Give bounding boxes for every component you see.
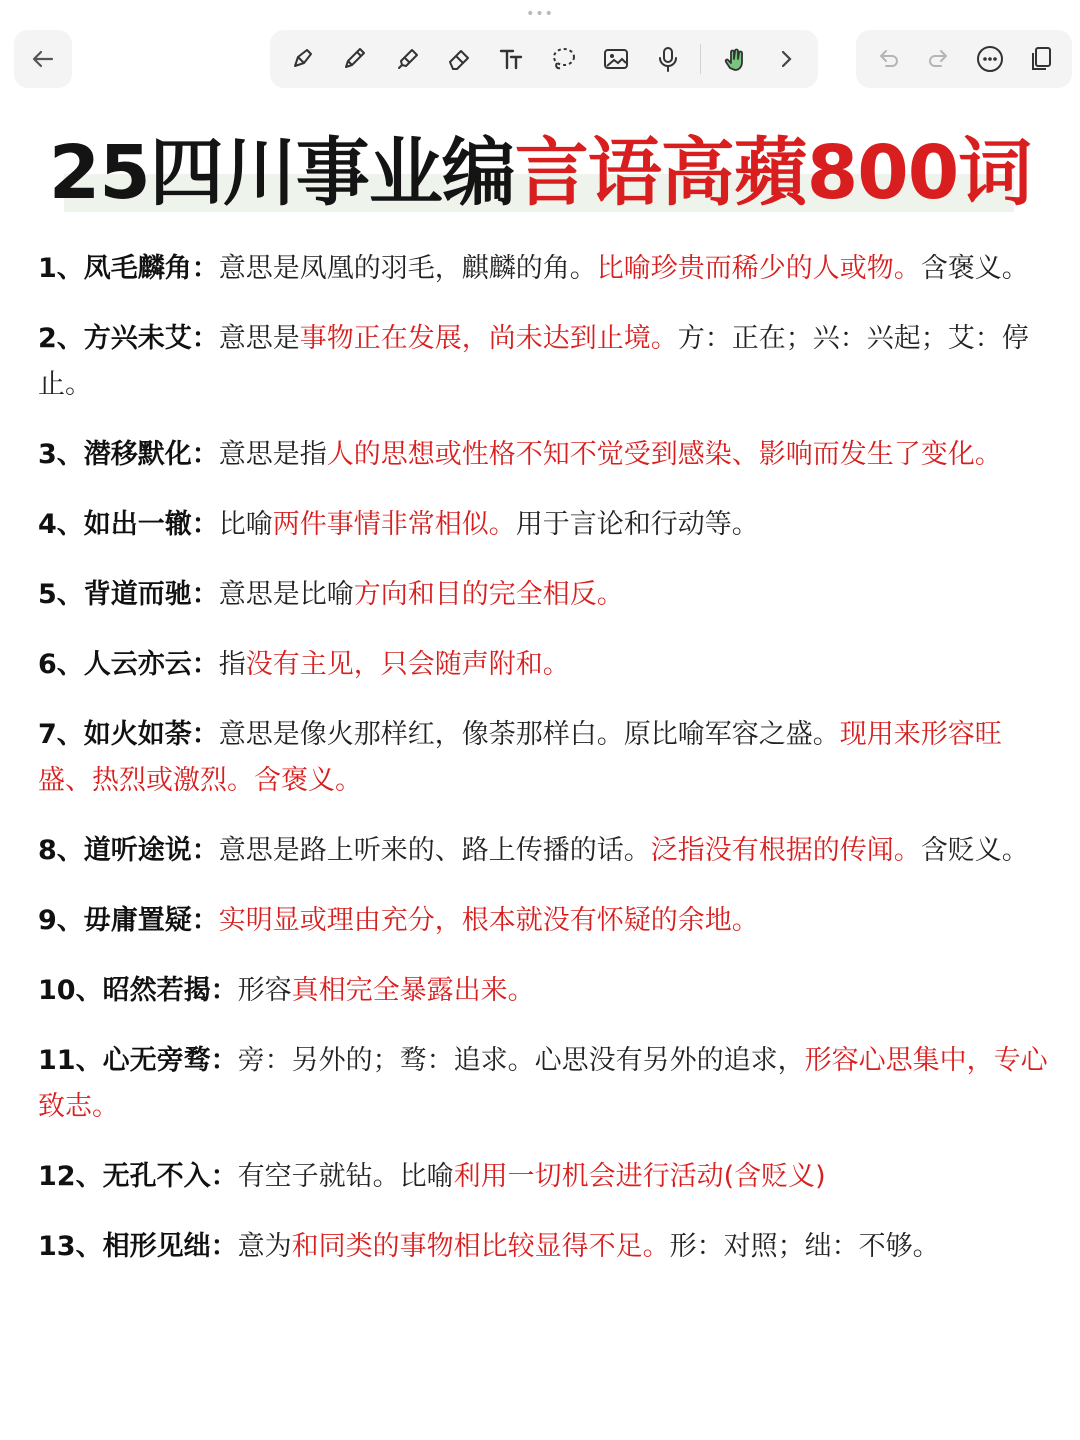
entry-key-definition: 方向和目的完全相反。: [353, 579, 624, 610]
chevron-right-icon[interactable]: [766, 39, 806, 79]
entry-key-definition: 实明显或理由充分，根本就没有怀疑的余地。: [218, 905, 759, 936]
entry-term: 人云亦云: [83, 649, 192, 680]
more-options-icon[interactable]: [970, 39, 1010, 79]
entry-colon: ：: [191, 253, 219, 284]
vocab-entry: [38, 898, 1048, 944]
entry-term: 如火如荼: [83, 719, 192, 750]
entry-definition: 意思是比喻: [218, 579, 354, 610]
entry-key-definition: 没有主见，只会随声附和。: [245, 649, 570, 680]
entry-colon: ：: [210, 1161, 238, 1192]
entry-term: 相形见绌: [102, 1231, 211, 1262]
entry-definition: 形：对照；绌：不够。: [669, 1231, 940, 1262]
entry-colon: ：: [191, 835, 219, 866]
entry-key-definition: 形容心思集中，专心致志。: [38, 1045, 1048, 1122]
vocab-entry: [38, 712, 1048, 804]
title-red-part: 言语高蘋800词: [514, 130, 1032, 216]
highlighter-icon[interactable]: [387, 39, 427, 79]
entry-key-definition: 事物正在发展，尚未达到止境。: [299, 323, 678, 354]
entry-number: 2、: [38, 323, 84, 354]
entry-number: 11、: [38, 1045, 103, 1076]
entry-definition: 意思是: [218, 323, 300, 354]
entry-definition: 意思是路上听来的、路上传播的话。: [218, 835, 651, 866]
tool-group: [270, 30, 818, 88]
vocab-entry: [38, 828, 1048, 874]
entry-key-definition: 利用一切机会进行活动(含贬义): [453, 1161, 826, 1192]
vocab-entry: [38, 316, 1048, 408]
entry-colon: ：: [191, 905, 219, 936]
entry-colon: ：: [191, 719, 219, 750]
entry-colon: ：: [191, 323, 219, 354]
vocab-entry: [38, 572, 1048, 618]
entry-term: 心无旁骛: [102, 1045, 211, 1076]
entry-number: 5、: [38, 579, 84, 610]
entry-colon: ：: [210, 1231, 238, 1262]
entry-number: 1、: [38, 253, 84, 284]
entry-term: 毋庸置疑: [83, 905, 192, 936]
entry-definition: 指: [218, 649, 246, 680]
vocab-entry: [38, 1154, 1048, 1200]
entry-number: 8、: [38, 835, 84, 866]
entry-term: 昭然若揭: [102, 975, 211, 1006]
title-black-part: 25四川事业编: [48, 130, 515, 216]
microphone-icon[interactable]: [648, 39, 688, 79]
window-grip-dots[interactable]: •••: [526, 6, 554, 22]
entry-definition: 形容: [237, 975, 292, 1006]
entry-definition: 含褒义。: [920, 253, 1029, 284]
back-arrow-icon[interactable]: [23, 39, 63, 79]
vocab-entry: [38, 1224, 1048, 1270]
toolbar-divider: [700, 44, 701, 74]
text-tool-icon[interactable]: [491, 39, 531, 79]
entry-key-definition: 现用来形容旺盛、热烈或激烈。含褒义。: [38, 719, 1002, 796]
copy-pages-icon[interactable]: [1021, 39, 1061, 79]
entry-colon: ：: [191, 439, 219, 470]
vocab-entry: [38, 432, 1048, 478]
entry-term: 凤毛麟角: [83, 253, 192, 284]
entry-number: 6、: [38, 649, 84, 680]
entry-term: 道听途说: [83, 835, 192, 866]
entry-definition: 意思是指: [218, 439, 327, 470]
entry-key-definition: 比喻珍贵而稀少的人或物。: [596, 253, 921, 284]
entry-number: 13、: [38, 1231, 103, 1262]
vocab-list: [38, 246, 1048, 1294]
back-group: [14, 30, 72, 88]
entry-colon: ：: [191, 579, 219, 610]
vocab-entry: [38, 968, 1048, 1014]
pen-icon[interactable]: [282, 39, 322, 79]
entry-definition: 意思是凤凰的羽毛，麒麟的角。: [218, 253, 597, 284]
undo-icon[interactable]: [868, 39, 908, 79]
entry-number: 3、: [38, 439, 84, 470]
redo-icon[interactable]: [919, 39, 959, 79]
entry-key-definition: 真相完全暴露出来。: [291, 975, 535, 1006]
entry-definition: 方：正在；兴：兴起；艾：停止。: [38, 323, 1029, 400]
entry-number: 9、: [38, 905, 84, 936]
entry-colon: ：: [191, 649, 219, 680]
entry-colon: ：: [210, 1045, 238, 1076]
entry-key-definition: 和同类的事物相比较显得不足。: [291, 1231, 670, 1262]
entry-term: 潜移默化: [83, 439, 192, 470]
entry-number: 4、: [38, 509, 84, 540]
entry-definition: 比喻: [218, 509, 273, 540]
entry-definition: 含贬义。: [920, 835, 1029, 866]
entry-term: 方兴未艾: [83, 323, 192, 354]
entry-definition: 旁：另外的；骛：追求。心思没有另外的追求，: [237, 1045, 805, 1076]
entry-number: 12、: [38, 1161, 103, 1192]
pencil-icon[interactable]: [334, 39, 374, 79]
touch-hand-icon[interactable]: [714, 39, 754, 79]
page-title: [0, 128, 1080, 218]
eraser-icon[interactable]: [439, 39, 479, 79]
entry-colon: ：: [191, 509, 219, 540]
vocab-entry: [38, 642, 1048, 688]
entry-definition: 意为: [237, 1231, 292, 1262]
action-group: [856, 30, 1072, 88]
lasso-icon[interactable]: [543, 39, 583, 79]
entry-colon: ：: [210, 975, 238, 1006]
entry-key-definition: 人的思想或性格不知不觉受到感染、影响而发生了变化。: [326, 439, 1002, 470]
entry-key-definition: 两件事情非常相似。: [272, 509, 516, 540]
vocab-entry: [38, 246, 1048, 292]
entry-term: 如出一辙: [83, 509, 192, 540]
entry-term: 无孔不入: [102, 1161, 211, 1192]
vocab-entry: [38, 502, 1048, 548]
vocab-entry: [38, 1038, 1048, 1130]
image-icon[interactable]: [596, 39, 636, 79]
entry-key-definition: 泛指没有根据的传闻。: [650, 835, 921, 866]
toolbar: [0, 22, 1080, 90]
title-text: [49, 128, 1031, 218]
entry-number: 7、: [38, 719, 84, 750]
entry-term: 背道而驰: [83, 579, 192, 610]
entry-definition: 用于言论和行动等。: [515, 509, 759, 540]
entry-definition: 意思是像火那样红，像荼那样白。原比喻军容之盛。: [218, 719, 840, 750]
entry-definition: 有空子就钻。比喻: [237, 1161, 454, 1192]
entry-number: 10、: [38, 975, 103, 1006]
